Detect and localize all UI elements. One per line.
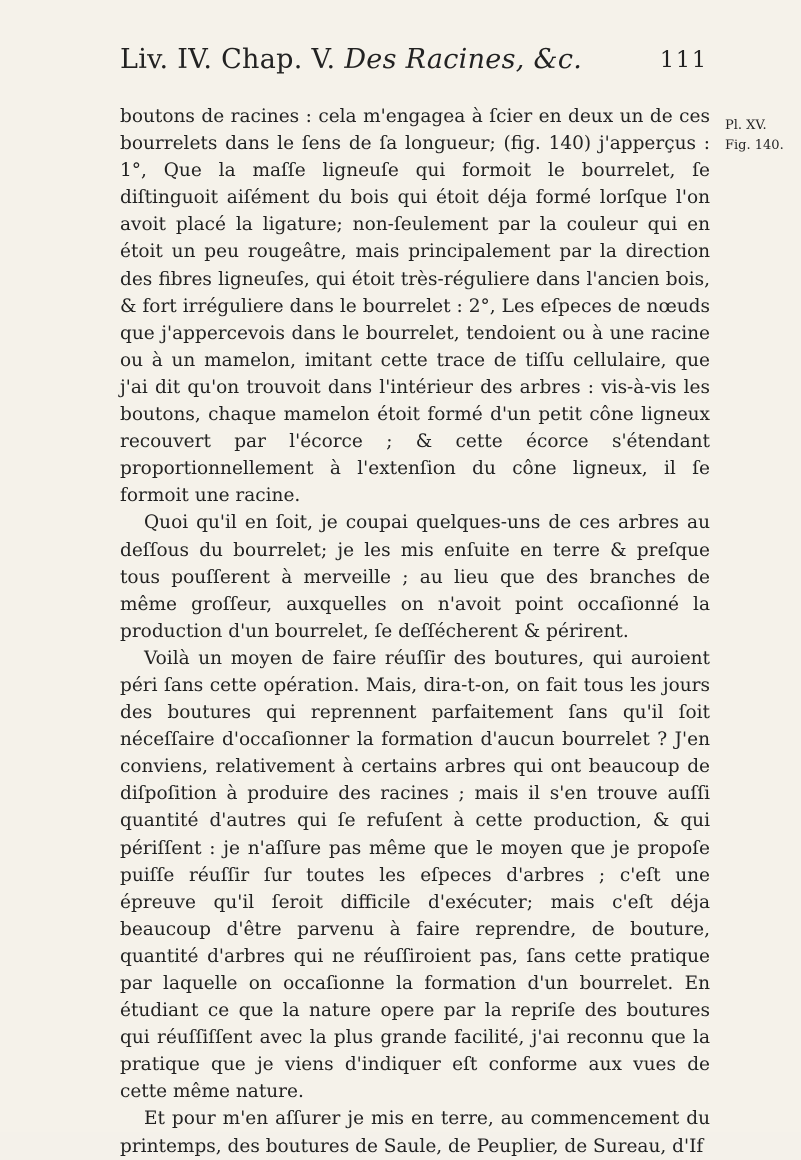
paragraph-2: Quoi qu'il en ſoit, je coupai quelques-uns de ces arbres au deſſous du bourrelet; je les mis enſuite en terre & preſque tous pouſſerent à merveille ; au lieu que des branches de même groſſeur, auxquelles on n'avoit point occaſionné la production d'un bourrelet, ſe deſſécherent & périrent. — [120, 512, 710, 642]
plate-reference: Pl. XV. — [725, 118, 767, 133]
running-title-italic: Des Racines, &c. — [344, 44, 583, 75]
running-title — [120, 44, 582, 75]
body-text — [120, 103, 710, 1160]
page-number: 111 — [660, 48, 708, 73]
paragraph-4: Et pour m'en aſſurer je mis en terre, au commencement du printemps, des boutures de Saule, de Peuplier, de Sureau, d'If — [120, 1108, 710, 1157]
paragraph-3: Voilà un moyen de faire réuſſir des boutures, qui auroient péri ſans cette opération. Mais, dira-t-on, on fait tous les jours des boutures qui reprennent parfaitement ſans qu'il ſoit néceſſaire d'occaſionner la formation d'aucun bourrelet ? J'en conviens, relativement à certains arbres qui ont beaucoup de diſpoſition à produire des racines ; mais il s'en trouve auſſi quantité d'autres qui ſe refuſent à cette production, & qui périſſent : je n'aſſure pas même que le moyen que je propoſe puiſſe réuſſir ſur toutes les eſpeces d'arbres ; c'eſt une épreuve qu'il ſeroit difficile d'exécuter; mais c'eſt déja beaucoup d'être parvenu à faire reprendre, de bouture, quantité d'arbres qui ne réuſſiroient pas, ſans cette pratique par laquelle on occaſionne la formation d'un bourrelet. En étudiant ce que la nature opere par la repriſe des boutures qui réuſſiſſent avec la plus grande facilité, j'ai reconnu que la pratique que je viens d'indiquer eſt conforme aux vues de cette même nature. — [120, 647, 710, 1103]
running-title-chapter: Liv. IV. Chap. V. — [120, 44, 336, 75]
margin-notes — [725, 116, 801, 156]
paragraph-1: boutons de racines : cela m'engagea à ſcier en deux un de ces bourrelets dans le ſens de ſa longueur; (fig. 140) j'apperçus : 1°, Que la maſſe ligneuſe qui formoit le bourrelet, ſe diſtinguoit aiſément du bois qui étoit déja formé lorſque l'on avoit placé la ligature; non-ſeulement par la couleur qui en étoit un peu rougeâtre, mais principalement par la direction des fibres ligneuſes, qui étoit très-réguliere dans l'ancien bois, & fort irréguliere dans le bourrelet : 2°, Les eſpeces de nœuds que j'appercevois dans le bourrelet, tendoient ou à une racine ou à un mamelon, imitant cette trace de tiſſu cellulaire, que j'ai dit qu'on trouvoit dans l'intérieur des arbres : vis-à-vis les boutons, chaque mamelon étoit formé d'un petit cône ligneux recouvert par l'écorce ; & cette écorce s'étendant proportionnellement à l'extenſion du cône ligneux, il ſe formoit une racine. — [120, 106, 710, 507]
figure-reference: Fig. 140. — [725, 138, 784, 153]
running-header — [120, 44, 708, 84]
